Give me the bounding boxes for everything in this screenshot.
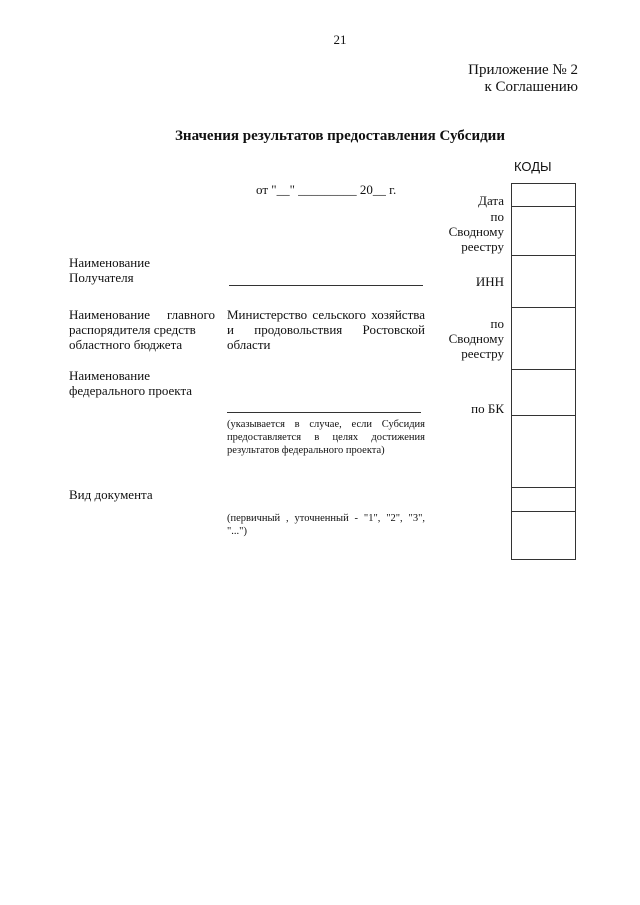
codes-box	[511, 183, 576, 560]
codes-divider	[512, 511, 575, 512]
codes-divider	[512, 307, 575, 308]
appendix-reference: к Соглашению	[484, 79, 578, 95]
codes-divider	[512, 415, 575, 416]
recipient-label: Наименование Получателя	[69, 255, 150, 285]
codes-divider	[512, 487, 575, 488]
codes-divider	[512, 369, 575, 370]
document-title: Значения результатов предоставления Субсидии	[175, 128, 505, 144]
federal-project-label: Наименование федерального проекта	[69, 368, 193, 398]
codes-header: КОДЫ	[514, 159, 552, 174]
document-type-note: (первичный , уточненный - "1", "2", "3", "...")	[227, 513, 425, 537]
consolidated-registry-label-1: по Сводному реестру	[448, 209, 504, 254]
consolidated-registry-label-2: по Сводному реестру	[448, 316, 504, 361]
codes-divider	[512, 255, 575, 256]
manager-label: Наименование главного распорядителя средств областного бюджета	[69, 307, 215, 352]
federal-project-line	[227, 412, 421, 413]
appendix-number: Приложение № 2	[468, 62, 578, 78]
recipient-line	[229, 285, 423, 286]
page-number: 21	[333, 32, 347, 47]
manager-value: Министерство сельского хозяйства и продовольствия Ростовской области	[227, 307, 425, 352]
date-line: от "__" _________ 20__ г.	[256, 182, 397, 197]
federal-project-note: (указывается в случае, если Субсидия предоставляется в целях достижения результатов федерального проекта)	[227, 419, 425, 456]
appendix-heading	[468, 62, 578, 96]
date-code-label: Дата	[478, 193, 504, 208]
document-type-label: Вид документа	[69, 487, 153, 502]
codes-divider	[512, 206, 575, 207]
bk-code-label: по БК	[471, 401, 504, 416]
inn-code-label: ИНН	[475, 274, 504, 289]
